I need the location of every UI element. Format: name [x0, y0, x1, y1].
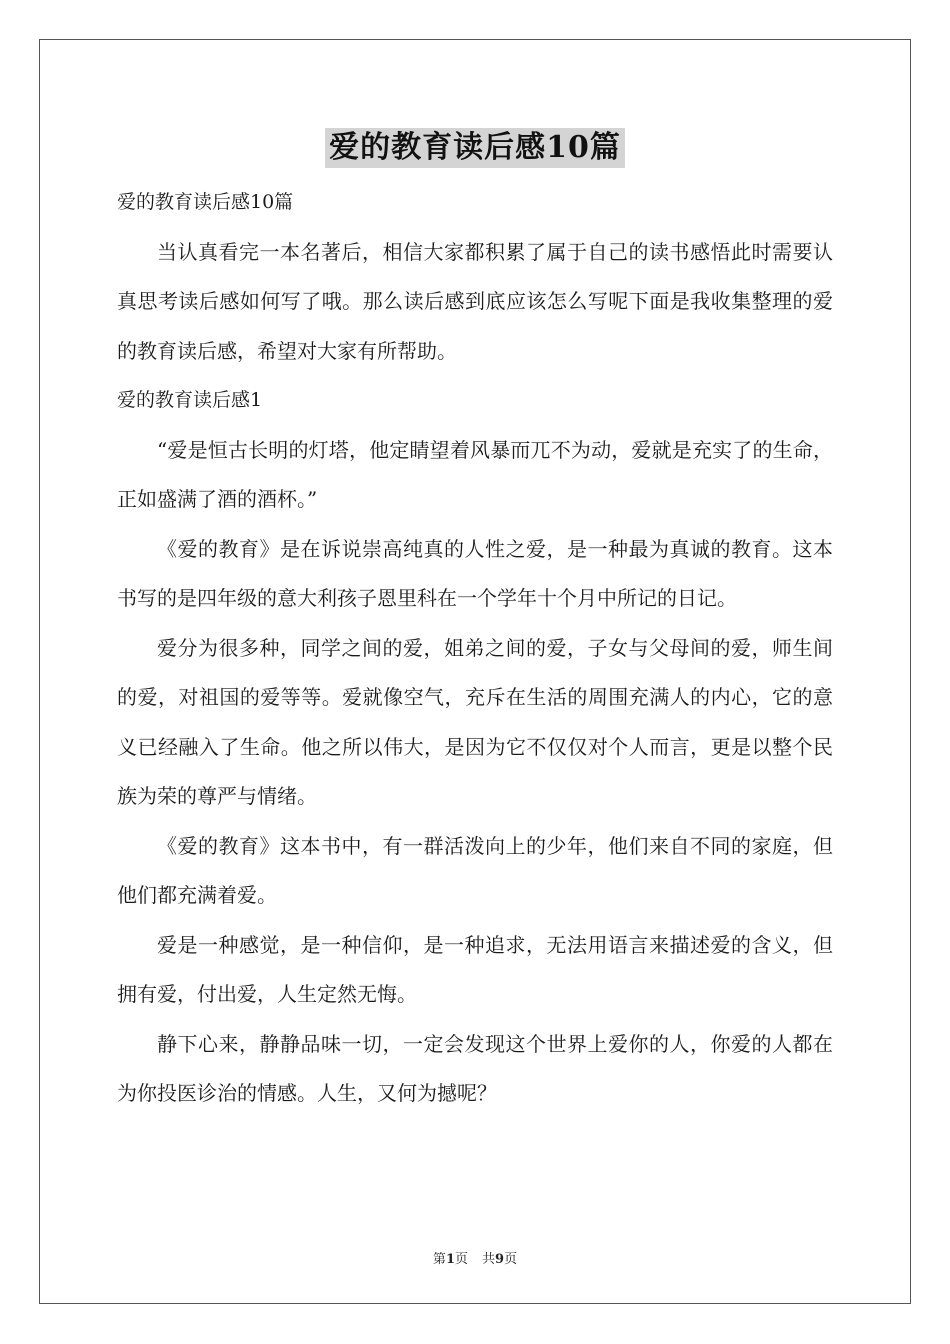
subheading: 爱的教育读后感1	[117, 389, 263, 411]
paragraph: 静下心来，静静品味一切，一定会发现这个世界上爱你的人，你爱的人都在为你投医诊治的情感。人生，又何为撼呢？	[117, 1031, 833, 1105]
page-current: 1	[445, 1252, 455, 1267]
document-title: 爱的教育读后感10篇	[325, 128, 625, 168]
total-prefix: 共	[482, 1252, 496, 1267]
page-prefix: 第	[432, 1252, 446, 1267]
paragraph: 《爱的教育》是在诉说崇高纯真的人性之爱，是一种最为真诚的教育。这本书写的是四年级的意大利孩子恩里科在一个学年十个月中所记的日记。	[117, 536, 833, 610]
paragraph: 爱分为很多种，同学之间的爱，姐弟之间的爱，子女与父母间的爱，师生间的爱，对祖国的爱等等。爱就像空气，充斥在生活的周围充满人的内心，它的意义已经融入了生命。他之所以伟大，是因为它不仅仅对个人而言，更是以整个民族为荣的尊严与情绪。	[117, 635, 833, 808]
page-suffix: 页	[454, 1252, 468, 1267]
page-footer	[0, 1248, 950, 1267]
page-total: 9	[495, 1252, 505, 1267]
total-suffix: 页	[504, 1252, 518, 1267]
paragraph: 当认真看完一本名著后，相信大家都积累了属于自己的读书感悟此时需要认真思考读后感如何写了哦。那么读后感到底应该怎么写呢下面是我收集整理的爱的教育读后感，希望对大家有所帮助。	[117, 239, 833, 363]
subheading: 爱的教育读后感10篇	[117, 191, 294, 213]
paragraph: “爱是恒古长明的灯塔，他定睛望着风暴而兀不为动，爱就是充实了的生命，正如盛满了酒的酒杯。”	[117, 437, 833, 511]
paragraph: 爱是一种感觉，是一种信仰，是一种追求，无法用语言来描述爱的含义，但拥有爱，付出爱，人生定然无悔。	[117, 932, 833, 1006]
title-wrap	[0, 128, 950, 168]
paragraph: 《爱的教育》这本书中，有一群活泼向上的少年，他们来自不同的家庭，但他们都充满着爱。	[117, 833, 833, 907]
document-body	[117, 178, 833, 1119]
